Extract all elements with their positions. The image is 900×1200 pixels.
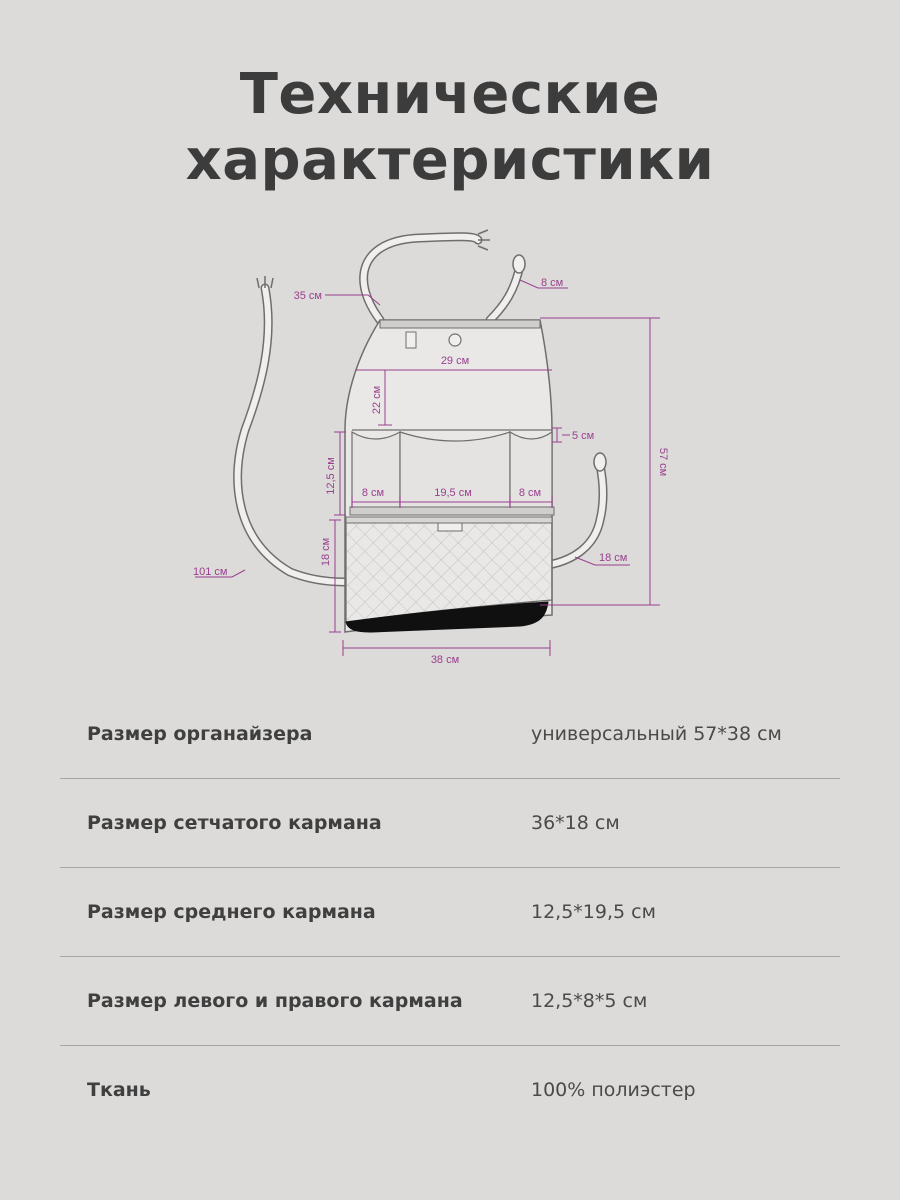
button-snap bbox=[449, 334, 461, 346]
spec-value: 36*18 см bbox=[531, 812, 620, 834]
page-title bbox=[0, 62, 900, 194]
spec-label: Размер органайзера bbox=[87, 723, 313, 745]
spec-table bbox=[60, 690, 840, 1134]
spec-label: Размер среднего кармана bbox=[87, 901, 376, 923]
strap-clip-top bbox=[513, 255, 525, 273]
right-strap bbox=[548, 465, 603, 565]
spec-value: 12,5*8*5 см bbox=[531, 990, 648, 1012]
spec-row bbox=[60, 957, 840, 1046]
strap-hook-top bbox=[478, 230, 490, 250]
spec-label: Ткань bbox=[87, 1079, 151, 1101]
spec-value: универсальный 57*38 см bbox=[531, 723, 782, 745]
spec-row bbox=[60, 868, 840, 957]
dim-8-left: 8 см bbox=[361, 487, 385, 499]
spec-label: Размер сетчатого кармана bbox=[87, 812, 382, 834]
dim-38: 38 см bbox=[430, 654, 460, 666]
dim-8-right: 8 см bbox=[518, 487, 542, 499]
pocket-left bbox=[352, 432, 400, 512]
dim-101: 101 см bbox=[193, 566, 228, 578]
strap-clip-right bbox=[594, 453, 606, 471]
spec-row bbox=[60, 690, 840, 779]
tab-loop bbox=[406, 332, 416, 348]
pocket-right bbox=[510, 432, 552, 512]
title-line-2: характеристики bbox=[185, 128, 715, 193]
dim-19-5: 19,5 см bbox=[434, 487, 472, 499]
organizer-diagram bbox=[0, 220, 900, 670]
pocket-band bbox=[350, 507, 554, 515]
dim-35: 35 см bbox=[293, 290, 322, 302]
mesh-tab bbox=[438, 523, 462, 531]
dim-29: 29 см bbox=[440, 355, 470, 367]
spec-row bbox=[60, 1046, 840, 1134]
top-band bbox=[380, 320, 540, 328]
dim-22: 22 см bbox=[371, 385, 383, 415]
spec-row bbox=[60, 779, 840, 868]
spec-value: 12,5*19,5 см bbox=[531, 901, 656, 923]
strap-hook-left bbox=[257, 276, 273, 288]
spec-value: 100% полиэстер bbox=[531, 1079, 696, 1101]
title-line-1: Технические bbox=[239, 62, 661, 127]
spec-label: Размер левого и правого кармана bbox=[87, 990, 463, 1012]
dim-8-top: 8 см bbox=[541, 277, 564, 289]
dim-57: 57 см bbox=[657, 447, 669, 477]
pocket-middle bbox=[400, 432, 510, 512]
dim-5: 5 см bbox=[572, 430, 595, 442]
dim-18-left: 18 см bbox=[320, 537, 332, 567]
dim-18-right: 18 см bbox=[599, 552, 628, 564]
dim-12-5: 12,5 см bbox=[325, 457, 337, 495]
mesh-band bbox=[346, 517, 552, 523]
